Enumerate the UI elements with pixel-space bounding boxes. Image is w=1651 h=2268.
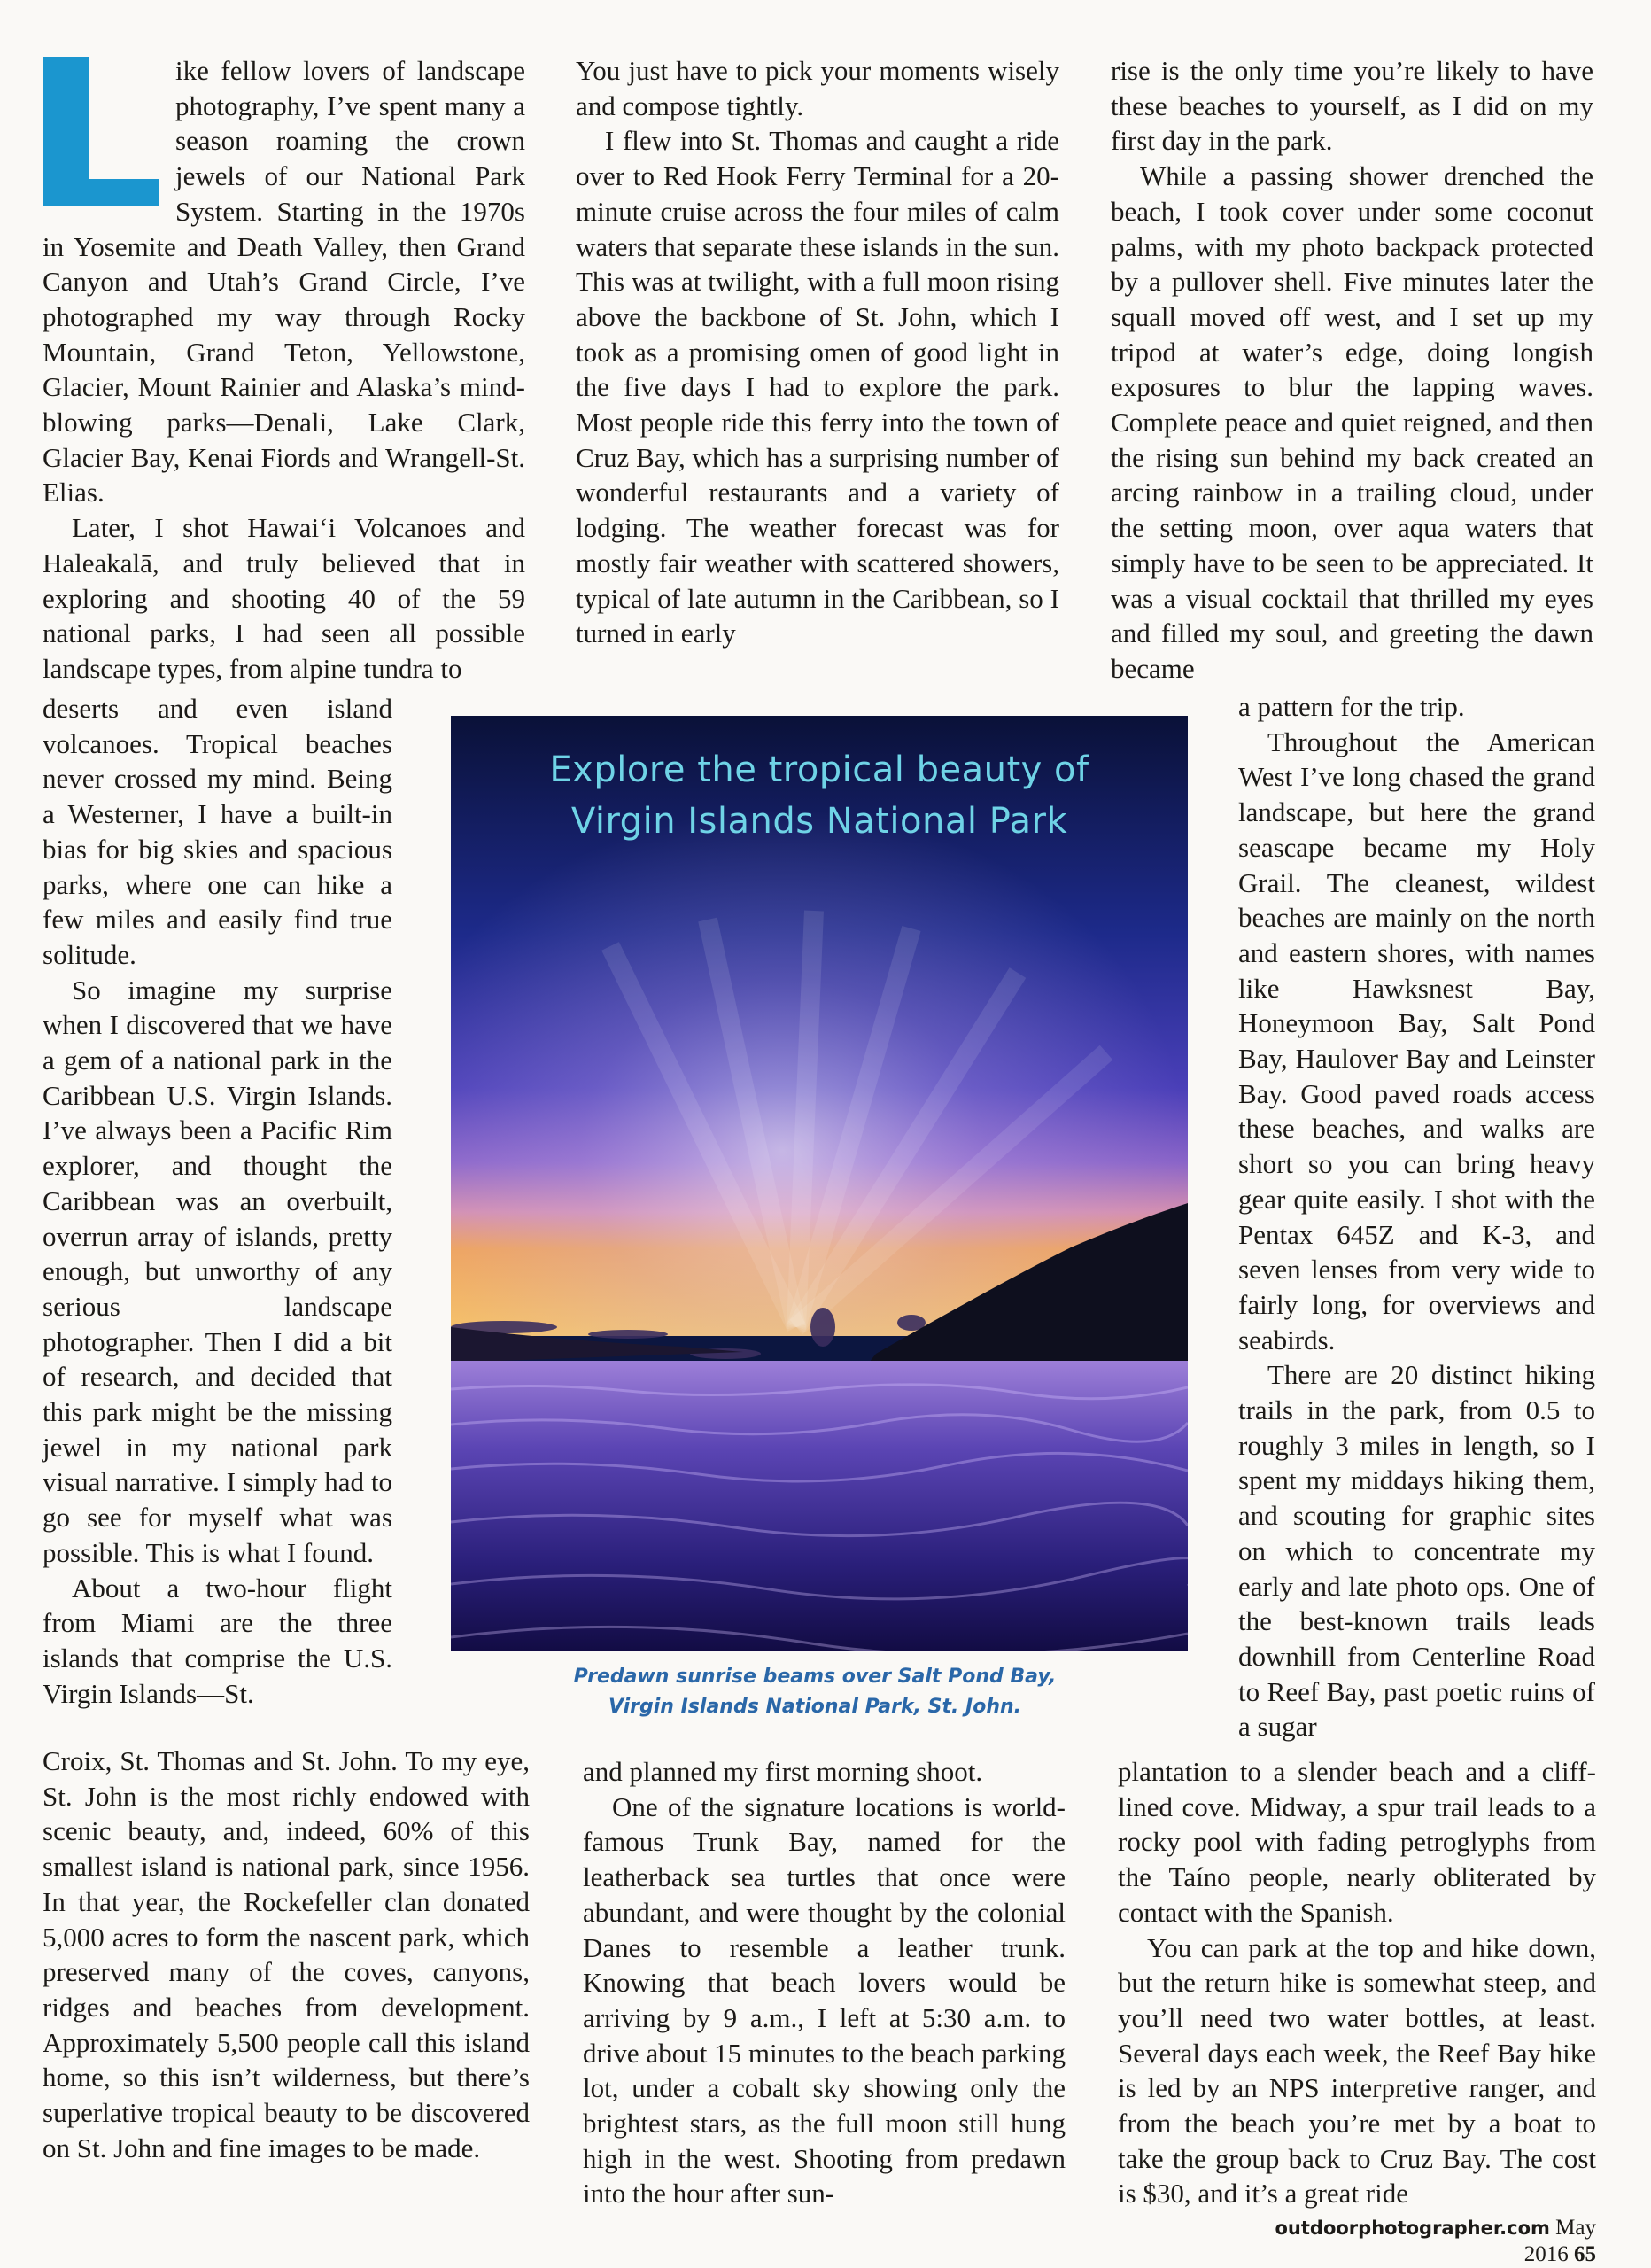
- page-number: 65: [1574, 2242, 1596, 2266]
- sunrise-photo: [451, 716, 1188, 1651]
- column-3-middle: [1238, 689, 1595, 1744]
- paragraph: Throughout the American West I’ve long chased the grand landscape, but here the grand seascape became my Holy Grail. The cleanest, wildest beaches are mainly on the north and eastern shores, with names like Hawksnest Bay, Honeymoon Bay, Salt Pond Bay, Haulover Bay and Leinster Bay. Good paved roads access these beaches, and walks are short so you can bring heavy gear quite easily. I shot with the Pentax 645Z and K-3, and seven lenses from very wide to fairly long, for overviews and seabirds.: [1238, 726, 1595, 1355]
- paragraph: So imagine my surprise when I discovered that we have a gem of a national park in the Caribbean U.S. Virgin Islands. I’ve always been a Pacific Rim explorer, and thought the Caribbean was an overbuilt, overrun array of islands, pretty enough, but unworthy of any serious landscape photographer. Then I did a bit of research, and decided that this park might be the missing jewel in my national park visual narrative. I simply had to go see for myself what was possible. This is what I found.: [43, 974, 392, 1568]
- paragraph: plantation to a slender beach and a cliff-lined cove. Midway, a spur trail leads to a rocky pool with fading petroglyphs from the Taíno people, nearly obliterated by contact with the Spanish.: [1118, 1756, 1596, 1928]
- paragraph: One of the signature locations is world-famous Trunk Bay, named for the leatherback sea turtles that once were abundant, and were thought by the colonial Danes to resemble a leather trunk. Knowing that beach lovers would be arriving by 9 a.m., I left at 5:30 a.m. to drive about 15 minutes to the beach parking lot, under a cobalt sky showing only the brightest stars, as the full moon still hung high in the west. Shooting from predawn into the hour after sun-: [583, 1790, 1066, 2210]
- paragraph: While a passing shower drenched the beach, I took cover under some coconut palms, with my photo backpack protected by a pullover shell. Five minutes later the squall moved off west, and I set up my tripod at water’s edge, doing longish exposures to blur the lapping waves. Complete peace and quiet reigned, and then the rising sun behind my back created an arcing rainbow in a trailing cloud, under the setting moon, over aqua waters that simply have to be seen to be appreciated. It was a visual cocktail that thrilled my eyes and filled my soul, and greeting the dawn became: [1111, 160, 1593, 684]
- headline-line-2: Virgin Islands National Park: [570, 801, 1068, 842]
- paragraph: Croix, St. Thomas and St. John. To my eye, St. John is the most richly endowed with scenic beauty, and, indeed, 60% of this smallest island is national park, since 1956. In that year, the Rockefeller clan donated 5,000 acres to form the nascent park, which preserved many of the coves, canyons, ridges and beaches from development. Approximately 5,500 people call this island home, so this isn’t wilderness, but there’s superlative tropical beauty to be discovered on St. John and fine images to be made.: [43, 1745, 530, 2163]
- caption-line-2: Virgin Islands National Park, St. John.: [608, 1696, 1022, 1718]
- column-1-top: [43, 53, 525, 687]
- paragraph: About a two-hour flight from Miami are the three islands that comprise the U.S. Virgin Islands—St.: [43, 1572, 392, 1709]
- paragraph: There are 20 distinct hiking trails in the park, from 0.5 to roughly 3 miles in length, so I spent my middays hiking them, and scouting for graphic sites on which to concentrate my early and late photo ops. One of the best-known trails leads downhill from Centerline Road to Reef Bay, past poetic ruins of a sugar: [1238, 1359, 1595, 1743]
- footer-site: outdoorphotographer.com: [1275, 2218, 1550, 2239]
- paragraph: and planned my first morning shoot.: [583, 1756, 983, 1787]
- caption-line-1: Predawn sunrise beams over Salt Pond Bay,: [573, 1666, 1057, 1688]
- seascape-illustration: [451, 716, 1188, 1651]
- headline-line-1: Explore the tropical beauty of: [549, 750, 1089, 790]
- paragraph: I flew into St. Thomas and caught a ride over to Red Hook Ferry Terminal for a 20-minute cruise across the four miles of calm waters that separate these islands in the sun. This was at twilight, with a full moon rising above the backbone of St. John, which I took as a promising omen of good light in the five days I had to explore the park. Most people ride this ferry into the town of Cruz Bay, which has a surprising number of wonderful restaurants and a variety of lodging. The weather forecast was for mostly fair weather with scattered showers, typical of late autumn in the Caribbean, so I turned in early: [576, 125, 1059, 649]
- column-2-top: [576, 53, 1059, 651]
- paragraph: a pattern for the trip.: [1238, 691, 1465, 722]
- column-1-middle: [43, 691, 392, 1711]
- drop-cap: [43, 57, 159, 206]
- paragraph: ike fellow lovers of landscape photography, I’ve spent many a season roaming the crown jewels of our National Park System. Starting in the 1970s in Yosemite and Death Valley, then Grand Canyon and Utah’s Grand Circle, I’ve photographed my way through Rocky Mountain, Grand Teton, Yellowstone, Glacier, Mount Rainier and Alaska’s mind-blowing parks—Denali, Lake Clark, Glacier Bay, Kenai Fiords and Wrangell-St. Elias.: [43, 55, 525, 509]
- paragraph: rise is the only time you’re likely to have these beaches to yourself, as I did on my first day in the park.: [1111, 55, 1593, 157]
- footer-issue: May 2016: [1523, 2216, 1596, 2266]
- page-footer: [1233, 2215, 1596, 2268]
- column-1-bottom: [43, 1744, 530, 2165]
- paragraph: You just have to pick your moments wisely and compose tightly.: [576, 55, 1059, 121]
- photo-headline: [451, 744, 1188, 847]
- paragraph: You can park at the top and hike down, but the return hike is somewhat steep, and you’ll need two water bottles, at least. Several days each week, the Reef Bay hike is led by an NPS interpretive ranger, and from the beach you’re met by a boat to take the group back to Cruz Bay. The cost is $30, and it’s a great ride: [1118, 1931, 1596, 2210]
- paragraph: deserts and even island volcanoes. Tropical beaches never crossed my mind. Being a Westerner, I have a built-in bias for big skies and spacious parks, where one can hike a few miles and easily find true solitude.: [43, 693, 392, 970]
- paragraph: Later, I shot Hawai‘i Volcanoes and Haleakalā, and truly believed that in exploring and shooting 40 of the 59 national parks, I had seen all possible landscape types, from alpine tundra to: [43, 512, 525, 684]
- column-2-bottom: [583, 1754, 1066, 2211]
- photo-caption: [567, 1662, 1063, 1722]
- column-3-top: [1111, 53, 1593, 687]
- column-3-bottom: [1118, 1754, 1596, 2211]
